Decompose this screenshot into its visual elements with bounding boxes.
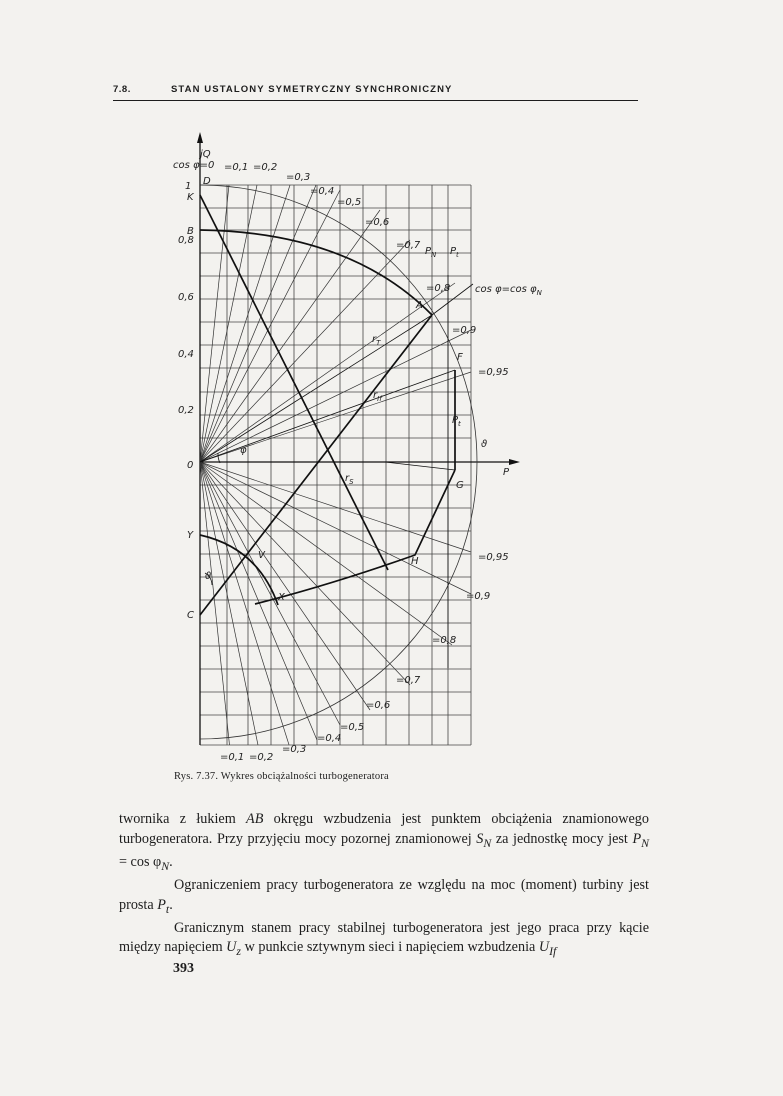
- pf-upper-01: =0,1: [224, 162, 249, 173]
- imag-axis-label: jQ: [200, 149, 211, 160]
- pf-upper-08: =0,8: [426, 283, 451, 294]
- pf-lower-05: =0,5: [340, 722, 365, 733]
- label-cos-phi-n: cos φ=cos $\varphi_N$: [475, 284, 542, 297]
- paragraph-2: Ograniczeniem pracy turbogeneratora ze względu na moc (moment) turbiny jest prosta $P_t$.: [119, 877, 649, 916]
- cos-zero-label: cos φ=0: [173, 160, 215, 171]
- pf-upper-05: =0,5: [337, 197, 362, 208]
- pf-upper-02: =0,2: [253, 162, 278, 173]
- pf-upper-06: =0,6: [365, 217, 390, 228]
- y-tick-06: 0,6: [178, 292, 194, 303]
- label-theta: ϑ: [481, 439, 488, 450]
- label-rs: $r_S$: [345, 473, 354, 486]
- pf-lower-06: =0,6: [366, 700, 391, 711]
- limit-curves: [200, 195, 455, 615]
- axes: [197, 132, 520, 745]
- point-h: H: [411, 556, 419, 567]
- y-tick-0: 0: [187, 460, 194, 471]
- point-c: C: [187, 610, 194, 621]
- pf-upper-07: =0,7: [396, 240, 421, 251]
- label-rif: $r_{If}$: [373, 390, 382, 403]
- point-x: X: [278, 592, 285, 603]
- label-pt-mid: $P_t$: [452, 415, 461, 428]
- page-number: 393: [173, 961, 194, 976]
- y-tick-04: 0,4: [178, 349, 194, 360]
- paragraph-1: twornika z łukiem AB okręgu wzbudzenia jest punktem obciążenia znamionowego turbogeneratora. Przy przyjęciu mocy pozornej znamionowej $S_N$ za jednostkę mocy jest $P_N = \cos \varphi_N$.: [119, 811, 649, 873]
- y-tick-1: 1: [185, 181, 192, 192]
- paragraph-3: Granicznym stanem pracy stabilnej turbogeneratora jest jego praca przy kącie między napięciem $U_z$ w punkcie sztywnym sieci i napięciem wzbudzenia $U_{If}$: [119, 919, 649, 959]
- y-tick-02: 0,2: [178, 405, 194, 416]
- pf-lower-02: =0,2: [249, 752, 274, 763]
- figure-caption: Rys. 7.37. Wykres obciążalności turbogeneratora: [174, 771, 389, 782]
- pf-upper-09: =0,9: [452, 325, 477, 336]
- pf-lower-08: =0,8: [432, 635, 457, 646]
- pf-upper-03: =0,3: [286, 172, 311, 183]
- point-d: D: [203, 176, 211, 187]
- point-k: K: [187, 192, 194, 203]
- pf-upper-095: =0,95: [478, 367, 509, 378]
- pf-upper-04: =0,4: [310, 186, 335, 197]
- label-pt-top: $P_t$: [450, 246, 459, 259]
- point-v: V: [258, 550, 265, 561]
- point-b: B: [187, 226, 194, 237]
- label-rt: $r_T$: [372, 334, 381, 347]
- point-f: F: [457, 352, 463, 363]
- real-axis-label: P: [503, 467, 510, 478]
- pf-lower-01: =0,1: [220, 752, 245, 763]
- pf-lower-04: =0,4: [317, 733, 342, 744]
- pf-lower-07: =0,7: [396, 675, 421, 686]
- pf-lower-03: =0,3: [282, 744, 307, 755]
- running-title: STAN USTALONY SYMETRYCZNY SYNCHRONICZNY: [171, 84, 453, 95]
- y-tick-08: 0,8: [178, 235, 194, 246]
- label-theta-lower: ϑ: [205, 571, 212, 582]
- pf-lower-09: =0,9: [466, 591, 491, 602]
- point-g: G: [456, 480, 464, 491]
- label-pn: $P_N$: [425, 246, 437, 259]
- label-phi: φ: [240, 445, 247, 456]
- point-y: Y: [187, 530, 194, 541]
- section-number: 7.8.: [113, 84, 131, 95]
- point-a: A: [416, 300, 423, 311]
- pf-lower-095: =0,95: [478, 552, 509, 563]
- body-text: [119, 810, 649, 962]
